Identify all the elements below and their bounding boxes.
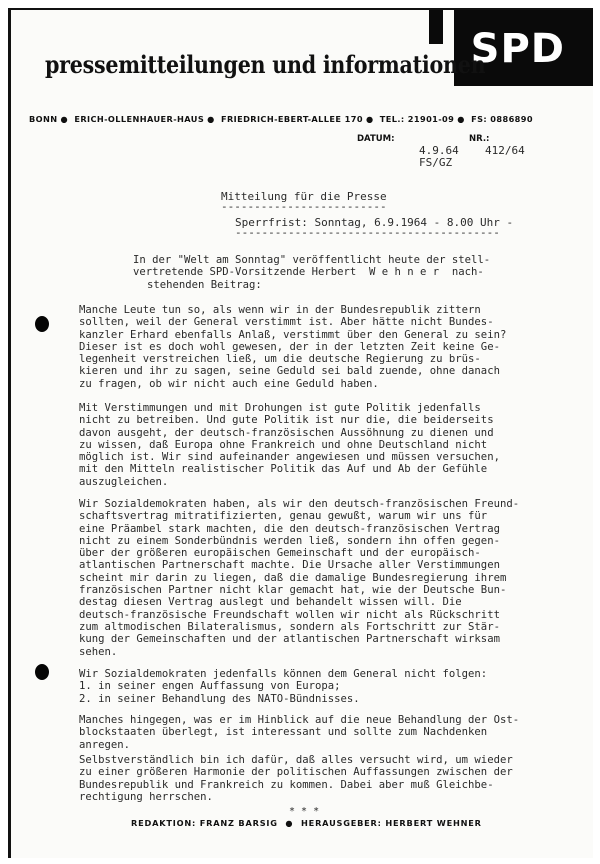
text-line: zu wissen, daß Europa ohne Frankreich und ohne Deutschland nicht xyxy=(79,438,488,451)
address-building: ERICH-OLLENHAUER-HAUS xyxy=(74,114,205,124)
text-line: zum altmodischen Bilateralismus, sondern als Fortschritt zur Stär- xyxy=(79,620,500,633)
paragraph-2 xyxy=(79,402,587,488)
text-line: anregen. xyxy=(79,738,131,751)
footer-redaktion: REDAKTION: FRANZ BARSIG xyxy=(131,818,278,828)
punch-hole xyxy=(35,316,49,332)
list-item: 1. in seiner engen Auffassung von Europa; xyxy=(79,680,341,693)
text-line: kieren und ihr zu sagen, seine Geduld sei bald zuende, ohne danach xyxy=(79,365,500,378)
text-line: mit den Mitteln realistischer Politik das Auf und Ab der Gefühle xyxy=(79,463,488,476)
text-line: blockstaaten überlegt, ist interessant und sollte zum Nachdenken xyxy=(79,726,488,739)
text-line: Mit Verstimmungen und mit Drohungen ist gute Politik jedenfalls xyxy=(79,402,481,414)
kuerzel-value: FS/GZ xyxy=(419,156,453,169)
nr-label: NR.: xyxy=(469,134,490,144)
paragraph-4 xyxy=(79,668,587,705)
nr-value: 412/64 xyxy=(485,144,525,157)
header-bar xyxy=(429,10,443,44)
text-line: destag diesen Vertrag auslegt und behandelt wissen will. Die xyxy=(79,596,462,609)
text-line: möglich ist. Wir sind aufeinander angewiesen und müssen versuchen, xyxy=(79,451,500,464)
text-line: Wir Sozialdemokraten jedenfalls können dem General nicht folgen: xyxy=(79,668,488,680)
notice-title: Mitteilung für die Presse xyxy=(221,190,387,203)
text-line: Manches hingegen, was er im Hinblick auf die neue Behandlung der Ost- xyxy=(79,714,520,726)
text-line: kanzler Erhard ebenfalls Anlaß, verstimmt über den General zu sein? xyxy=(79,328,507,341)
text-line: kung der Gemeinschaften und der atlantischen Partnerschaft wirksam xyxy=(79,633,500,646)
footer-herausgeber: HERAUSGEBER: HERBERT WEHNER xyxy=(301,818,482,828)
paragraph-3 xyxy=(79,498,587,658)
text-line: auszugleichen. xyxy=(79,475,169,488)
text-line: Manche Leute tun so, als wenn wir in der Bundesrepublik zittern xyxy=(79,304,481,316)
paragraph-6 xyxy=(79,754,587,803)
text-line: eine Präambel stark machten, die den deutsch-französischen Vertrag xyxy=(79,522,500,535)
address-telex: FS: 0886890 xyxy=(471,114,533,124)
text-line: zu fragen, ob wir nicht auch eine Geduld haben. xyxy=(79,377,379,390)
text-line: sollten, weil der General verstimmt ist. Aber hätte nicht Bundes- xyxy=(79,316,494,329)
intro-line: stehenden Beitrag: xyxy=(147,278,262,291)
footer-credits: REDAKTION: FRANZ BARSIG ● HERAUSGEBER: HERBERT WEHNER xyxy=(131,818,482,828)
address-street: FRIEDRICH-EBERT-ALLEE 170 xyxy=(220,114,363,124)
list-item: 2. in seiner Behandlung des NATO-Bündnisses. xyxy=(79,692,360,705)
text-line: scheint mir darin zu liegen, daß die damalige Bundesregierung ihrem xyxy=(79,571,507,584)
closing-mark: * * * xyxy=(289,806,320,817)
text-line: legenheit verstreichen ließ, um die deutsche Regierung zu brüs- xyxy=(79,353,481,366)
embargo-line: Sperrfrist: Sonntag, 6.9.1964 - 8.00 Uhr - xyxy=(235,216,514,229)
notice-title-rule: ------------------------- xyxy=(221,200,387,213)
text-line: nicht zu einem Sonderbündnis werden ließ, sondern ihn offen gegen- xyxy=(79,534,500,547)
text-line: deutsch-französische Freundschaft wollen wir nicht als Rückschritt xyxy=(79,608,500,621)
press-release-page xyxy=(8,8,593,858)
address-city: BONN xyxy=(29,114,58,124)
text-line: Selbstverständlich bin ich dafür, daß alles versucht wird, um wieder xyxy=(79,754,513,766)
text-line: rechtigung herrschen. xyxy=(79,790,213,803)
text-line: französischen Partner nicht klar gemacht hat, wie der Deutsche Bun- xyxy=(79,584,507,597)
address-line: BONN ● ERICH-OLLENHAUER-HAUS ● FRIEDRICH-EBERT-ALLEE 170 ● TEL.: 21901-09 ● FS: 0886890 xyxy=(29,114,533,124)
text-line: Wir Sozialdemokraten haben, als wir den deutsch-französischen Freund- xyxy=(79,498,520,510)
intro-paragraph xyxy=(133,254,593,291)
text-line: Bundesrepublik und Frankreich zu kommen. Dabei aber muß Gleichbe- xyxy=(79,778,494,791)
paragraph-1 xyxy=(79,304,587,390)
text-line: sehen. xyxy=(79,645,118,658)
address-phone: TEL.: 21901-09 xyxy=(379,114,455,124)
text-line: zu einer größeren Harmonie der politischen Auffassungen zwischen der xyxy=(79,766,513,779)
masthead-title: pressemitteilungen und informationen xyxy=(45,50,486,79)
text-line: nicht zu betreiben. Und gute Politik ist nur die, die beiderseits xyxy=(79,414,494,427)
datum-value: 4.9.64 xyxy=(419,144,459,157)
datum-label: DATUM: xyxy=(357,134,395,144)
text-line: schaftsvertrag mitratifizierten, genau gewußt, warum wir uns für xyxy=(79,510,488,523)
paragraph-5 xyxy=(79,714,587,751)
text-line: Dieser ist es doch wohl gewesen, der in der letzten Zeit keine Ge- xyxy=(79,340,500,353)
punch-hole xyxy=(35,664,49,680)
intro-line: vertretende SPD-Vorsitzende Herbert W e h n e r nach- xyxy=(133,266,484,279)
embargo-rule: ---------------------------------------- xyxy=(235,226,500,239)
intro-line: In der "Welt am Sonntag" veröffentlicht heute der stell- xyxy=(133,254,491,266)
text-line: davon ausgeht, der deutsch-französischen Aussöhnung zu dienen und xyxy=(79,426,494,439)
text-line: atlantischen Partnerschaft machte. Die Ursache aller Verstimmungen xyxy=(79,559,500,572)
spd-logo: SPD xyxy=(470,26,565,72)
text-line: über der größeren europäischen Gemeinschaft und der europäisch- xyxy=(79,547,481,560)
